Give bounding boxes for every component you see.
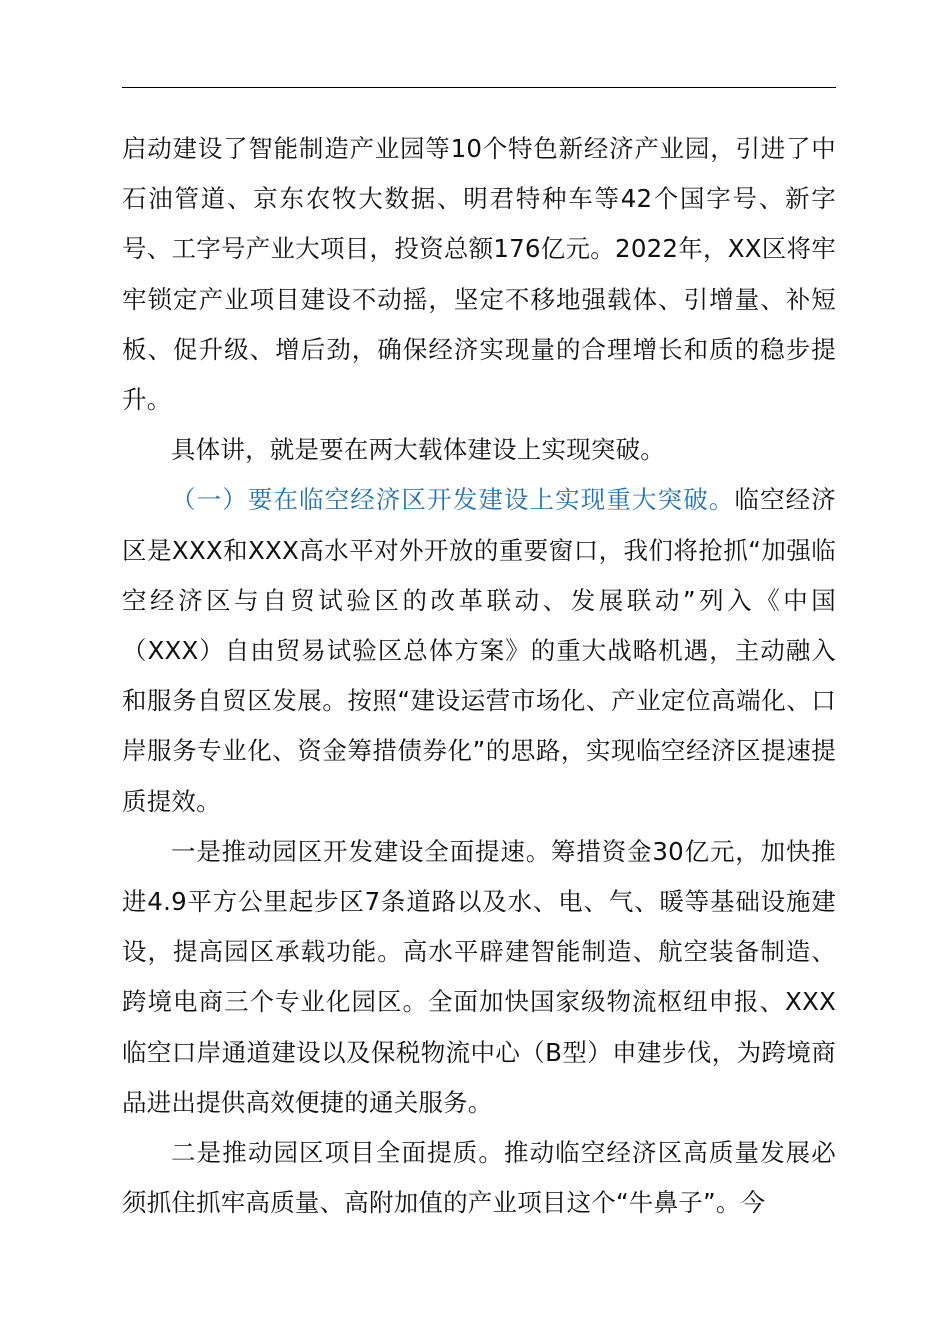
paragraph-3-text: 临空经济区是XXX和XXX高水平对外开放的重要窗口，我们将抢抓“加强临空经济区与自贸试验区的改革联动、发展联动”列入《中国（XXX）自由贸易试验区总体方案》的重大战略机遇，主动融入和服务自贸区发展。按照“建设运营市场化、产业定位高端化、口岸服务专业化、资金筹措债券化”的思路，实现临空经济区提速提质提效。 [122,485,836,816]
header-rule [122,87,836,88]
section-heading: （一）要在临空经济区开发建设上实现重大突破。 [171,485,735,515]
paragraph-5 [122,1128,836,1228]
paragraph-5-text: 二是推动园区项目全面提质。推动临空经济区高质量发展必须抓住抓牢高质量、高附加值的产业项目这个“牛鼻子”。今 [122,1138,836,1218]
paragraph-2 [122,425,836,475]
paragraph-4-text: 一是推动园区开发建设全面提速。筹措资金30亿元，加快推进4.9平方公里起步区7条道路以及水、电、气、暖等基础设施建设，提高园区承载功能。高水平辟建智能制造、航空装备制造、跨境电商三个专业化园区。全面加快国家级物流枢纽申报、XXX临空口岸通道建设以及保税物流中心（B型）申建步伐，为跨境商品进出提供高效便捷的通关服务。 [122,836,836,1117]
paragraph-1 [122,124,836,425]
paragraph-3 [122,475,836,826]
paragraph-4 [122,827,836,1128]
document-body [122,124,836,1228]
paragraph-2-text: 具体讲，就是要在两大载体建设上实现突破。 [171,435,665,465]
paragraph-1-text: 启动建设了智能制造产业园等10个特色新经济产业园，引进了中石油管道、京东农牧大数据、明君特种车等42个国字号、新字号、工字号产业大项目，投资总额176亿元。2022年，XX区将牢牢锁定产业项目建设不动摇，坚定不移地强载体、引增量、补短板、促升级、增后劲，确保经济实现量的合理增长和质的稳步提升。 [122,134,836,415]
